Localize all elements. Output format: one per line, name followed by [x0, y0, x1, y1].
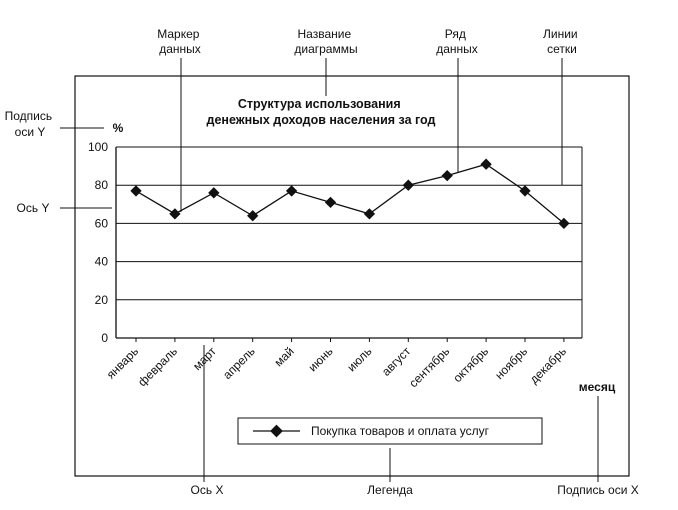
data-point-marker — [403, 180, 414, 191]
chart-frame — [75, 76, 629, 476]
x-tick-label: январь — [103, 344, 142, 382]
x-label-callout: Подпись оси X — [557, 483, 639, 497]
legend-callout: Легенда — [367, 483, 413, 497]
marker-callout: Маркер данных — [157, 27, 201, 56]
data-point-marker — [130, 185, 141, 196]
y-tick-label: 0 — [101, 331, 108, 345]
y-axis-callout: Ось Y — [16, 201, 50, 215]
chart-title: Структура использования денежных доходов населения за год — [206, 97, 436, 127]
y-axis-label: % — [112, 121, 124, 135]
x-tick-labels — [104, 338, 569, 390]
x-tick-label: июль — [344, 344, 375, 375]
x-tick-label: октябрь — [450, 344, 492, 386]
y-tick-label: 80 — [94, 178, 108, 193]
title-callout: Название диаграммы — [294, 27, 358, 56]
data-series — [130, 159, 569, 230]
y-tick-label: 60 — [94, 216, 108, 231]
x-tick-label: февраль — [135, 344, 181, 390]
gridlines — [116, 147, 582, 338]
series-line — [136, 164, 564, 223]
x-tick-label: март — [190, 344, 219, 374]
data-point-marker — [442, 170, 453, 181]
grid-callout: Линии сетки — [543, 27, 578, 56]
legend — [238, 418, 542, 444]
data-point-marker — [325, 197, 336, 208]
x-tick-label: июнь — [305, 344, 336, 375]
data-point-marker — [286, 185, 297, 196]
data-point-marker — [247, 210, 258, 221]
x-tick-label: апрель — [220, 344, 258, 382]
data-point-marker — [480, 159, 491, 170]
data-point-marker — [364, 208, 375, 219]
x-tick-label: май — [271, 344, 297, 370]
x-axis-label: месяц — [578, 380, 616, 394]
y-tick-label: 100 — [87, 140, 108, 154]
legend-entry-label: Покупка товаров и оплата услуг — [311, 424, 489, 438]
x-tick-label: ноябрь — [492, 344, 531, 383]
data-point-marker — [169, 208, 180, 219]
x-tick-label: сентябрь — [406, 344, 453, 391]
x-tick-label: декабрь — [526, 344, 570, 387]
x-tick-label: август — [378, 344, 414, 379]
y-tick-label: 20 — [94, 292, 108, 307]
series-callout: Ряд данных — [436, 27, 478, 56]
y-label-callout: Подпись оси Y — [4, 109, 53, 139]
data-point-marker — [208, 187, 219, 198]
y-tick-label: 40 — [94, 254, 108, 269]
y-tick-labels — [88, 140, 108, 345]
x-axis-callout: Ось X — [190, 483, 224, 497]
